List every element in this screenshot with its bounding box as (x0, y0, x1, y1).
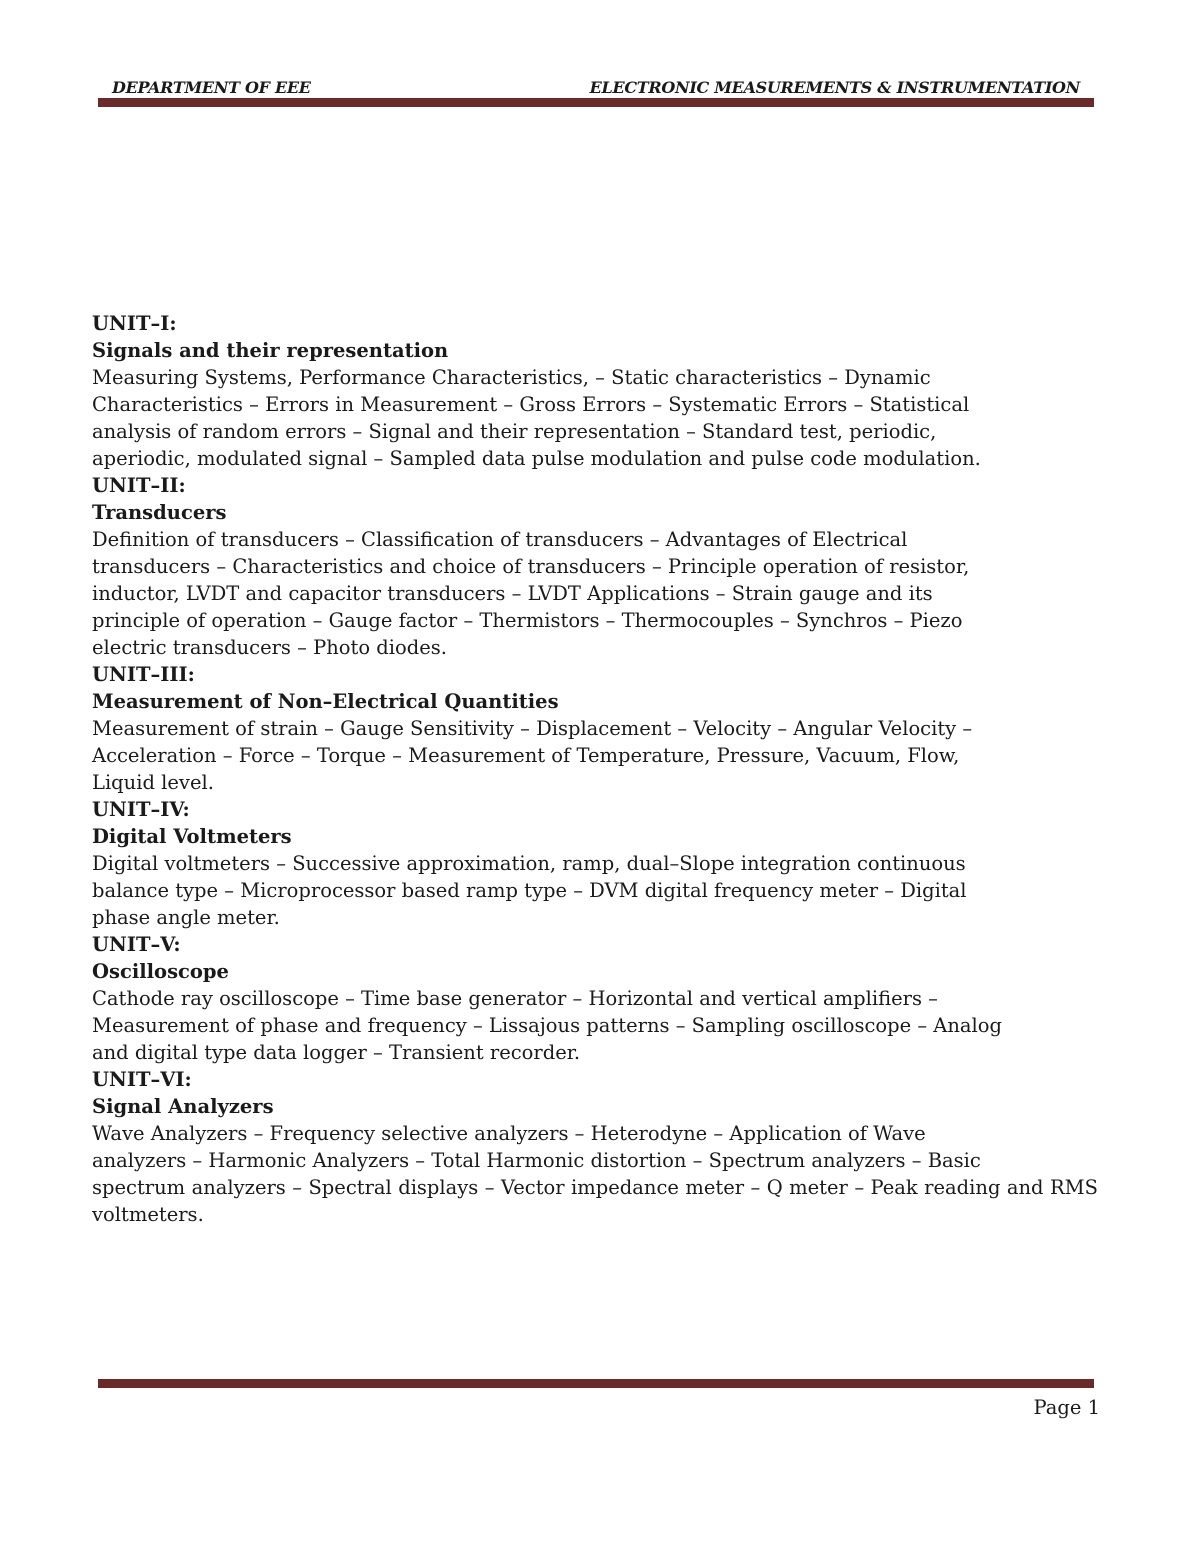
unit-body (92, 715, 1098, 796)
unit-body (92, 985, 1098, 1066)
unit-4 (92, 796, 1098, 931)
body-line: transducers – Characteristics and choice of transducers – Principle operation of resistor, (92, 555, 970, 578)
unit-label: UNIT–I: (92, 312, 177, 335)
unit-3 (92, 661, 1098, 796)
body-line: voltmeters. (92, 1203, 204, 1226)
page-number: Page 1 (1033, 1396, 1100, 1419)
unit-label: UNIT–IV: (92, 798, 190, 821)
body-line: inductor, LVDT and capacitor transducers – LVDT Applications – Strain gauge and its (92, 582, 933, 605)
body-line: electric transducers – Photo diodes. (92, 636, 447, 659)
unit-6 (92, 1066, 1098, 1228)
unit-body (92, 850, 1098, 931)
header-course-title: ELECTRONIC MEASUREMENTS & INSTRUMENTATION (589, 78, 1080, 97)
footer-divider (98, 1379, 1094, 1388)
body-line: and digital type data logger – Transient recorder. (92, 1041, 581, 1064)
body-line: Measuring Systems, Performance Characteristics, – Static characteristics – Dynamic (92, 366, 931, 389)
unit-label: UNIT–II: (92, 474, 186, 497)
body-line: Cathode ray oscilloscope – Time base generator – Horizontal and vertical amplifiers – (92, 987, 938, 1010)
body-line: analyzers – Harmonic Analyzers – Total Harmonic distortion – Spectrum analyzers – Basic (92, 1149, 981, 1172)
body-line: aperiodic, modulated signal – Sampled data pulse modulation and pulse code modulation. (92, 447, 981, 470)
body-line: Liquid level. (92, 771, 214, 794)
unit-body (92, 1120, 1098, 1228)
header-divider (98, 98, 1094, 107)
unit-2 (92, 472, 1098, 661)
unit-1 (92, 310, 1098, 472)
unit-label: UNIT–III: (92, 663, 195, 686)
unit-label: UNIT–VI: (92, 1068, 192, 1091)
page-header (112, 78, 1080, 100)
body-line: spectrum analyzers – Spectral displays – Vector impedance meter – Q meter – Peak reading and RMS (92, 1176, 1098, 1199)
unit-title: Transducers (92, 501, 227, 524)
body-line: analysis of random errors – Signal and their representation – Standard test, periodic, (92, 420, 937, 443)
unit-title: Signals and their representation (92, 339, 449, 362)
unit-body (92, 364, 1098, 472)
unit-body (92, 526, 1098, 661)
unit-title: Oscilloscope (92, 960, 229, 983)
body-line: Characteristics – Errors in Measurement – Gross Errors – Systematic Errors – Statistical (92, 393, 970, 416)
body-line: Measurement of strain – Gauge Sensitivity – Displacement – Velocity – Angular Velocity – (92, 717, 973, 740)
body-line: Definition of transducers – Classification of transducers – Advantages of Electrical (92, 528, 908, 551)
unit-title: Measurement of Non–Electrical Quantities (92, 690, 559, 713)
unit-title: Digital Voltmeters (92, 825, 292, 848)
unit-label: UNIT–V: (92, 933, 181, 956)
syllabus-content (92, 310, 1098, 1228)
body-line: balance type – Microprocessor based ramp type – DVM digital frequency meter – Digital (92, 879, 967, 902)
body-line: Acceleration – Force – Torque – Measurement of Temperature, Pressure, Vacuum, Flow, (92, 744, 960, 767)
body-line: phase angle meter. (92, 906, 280, 929)
body-line: principle of operation – Gauge factor – Thermistors – Thermocouples – Synchros – Piezo (92, 609, 963, 632)
unit-title: Signal Analyzers (92, 1095, 274, 1118)
unit-5 (92, 931, 1098, 1066)
body-line: Digital voltmeters – Successive approximation, ramp, dual–Slope integration continuous (92, 852, 966, 875)
body-line: Wave Analyzers – Frequency selective analyzers – Heterodyne – Application of Wave (92, 1122, 926, 1145)
body-line: Measurement of phase and frequency – Lissajous patterns – Sampling oscilloscope – Analog (92, 1014, 1003, 1037)
header-department: DEPARTMENT OF EEE (112, 78, 311, 97)
